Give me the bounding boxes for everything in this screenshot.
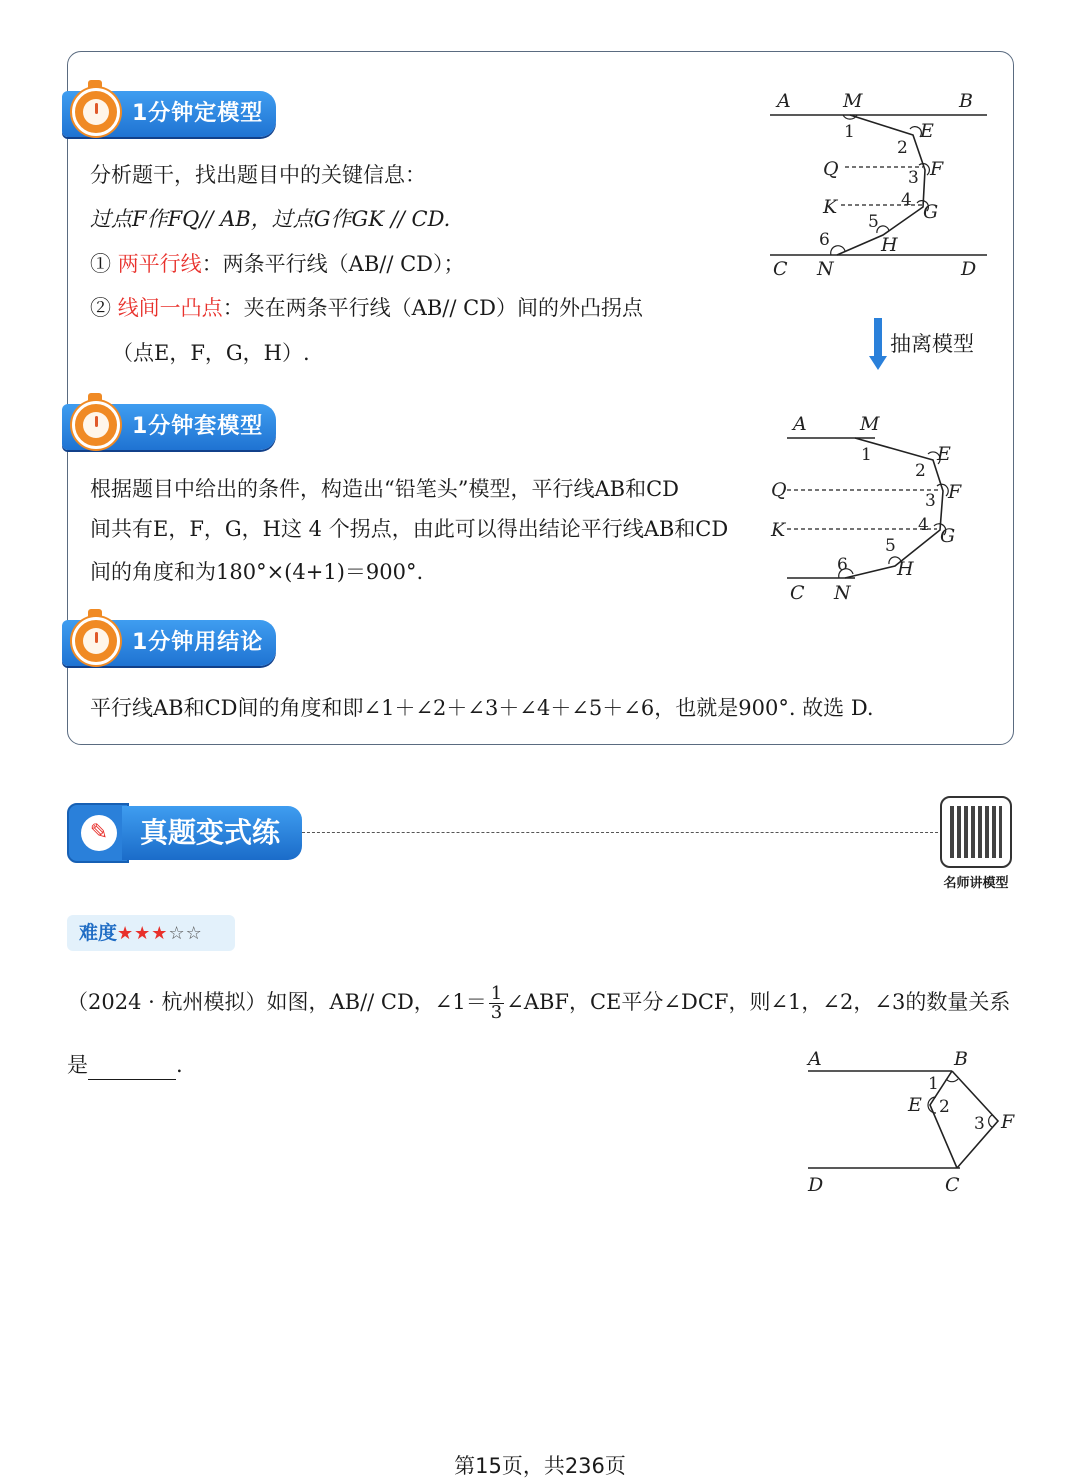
qr-pattern [950,806,1002,858]
angle-1: 1 [928,1074,939,1094]
angle-3: 3 [925,491,936,511]
page-footer: 第15页，共236页 [454,1454,626,1478]
fraction-numerator: 1 [490,983,503,1004]
s3-line-1: 平行线AB和CD间的角度和即∠1＋∠2＋∠3＋∠4＋∠5＋∠6，也就是900°. 故选 D. [90,696,874,720]
down-arrow-icon [868,318,890,372]
pt-F: F [930,158,944,180]
pt-C: C [945,1174,960,1196]
pt-F: F [948,481,962,503]
pt-K: K [823,196,838,218]
s1-line-1: 分析题干，找出题目中的关键信息： [90,163,426,187]
pt-A: A [793,413,807,435]
line-rest: ：夹在两条平行线（AB// CD）间的外凸拐点 [222,296,644,320]
pencil-icon: ✎ [81,815,117,851]
highlight-term: 两平行线 [117,252,202,276]
clock-top [88,393,102,401]
s1-line-2: 过点F作FQ// AB，过点G作GK // CD. [90,207,451,231]
difficulty-label: 难度 [79,922,118,944]
section-title-2: 1分钟套模型 [132,414,264,439]
pt-B: B [959,90,973,112]
section-title-3: 1分钟用结论 [132,630,264,655]
angle-1: 1 [844,122,855,142]
question-line-1 [67,985,1010,1022]
pt-G: G [940,525,956,547]
answer-blank[interactable] [88,1057,176,1080]
angle-6: 6 [819,230,830,250]
pt-E: E [937,443,951,465]
stopwatch-icon [72,617,120,665]
star-empty-icon: ☆☆ [168,923,203,944]
clock-top [88,80,102,88]
question-part1: （2024 · 杭州模拟）如图，AB// CD，∠1＝ [67,990,487,1014]
pt-Q: Q [823,158,839,180]
question-end: . [176,1053,183,1077]
figure-1 [765,85,995,285]
s2-line-2: 间共有E，F，G，H这 4 个拐点，由此可以得出结论平行线AB和CD [90,517,729,541]
highlight-term: 线间一凸点 [117,296,223,320]
s1-line-3 [90,249,465,279]
qr-caption: 名师讲模型 [943,876,1009,891]
difficulty-badge [67,915,235,951]
s2-line-1: 根据题目中给出的条件，构造出“铅笔头”模型，平行线AB和CD [90,477,679,501]
angle-1: 1 [861,445,872,465]
s1-line-4 [90,293,643,323]
header-divider [302,832,938,833]
pt-D: D [808,1174,824,1196]
figure-2 [765,408,995,608]
pt-A: A [777,90,791,112]
pt-F: F [1001,1111,1015,1133]
angle-4: 4 [918,515,929,535]
practice-icon-box [67,803,129,863]
angle-2: 2 [897,138,908,158]
angle-2: 2 [939,1097,950,1117]
star-filled-icon: ★★★ [117,923,169,944]
question-part2: ∠ABF，CE平分∠DCF，则∠1，∠2，∠3的数量关系 [506,990,1011,1014]
angle-3: 3 [908,168,919,188]
clock-top [88,609,102,617]
s2-line-3: 间的角度和为180°×(4+1)＝900°. [90,560,424,584]
pt-H: H [897,558,914,580]
s1-line-5: （点E，F，G，H）. [112,341,310,365]
circled-number: ① [90,252,118,276]
pt-E: E [908,1094,922,1116]
pt-Q: Q [771,479,787,501]
angle-5: 5 [868,212,879,232]
pt-B: B [954,1048,968,1070]
qr-code[interactable] [940,796,1012,868]
angle-2: 2 [915,461,926,481]
pt-N: N [817,258,834,280]
pt-M: M [843,90,863,112]
pt-H: H [881,234,898,256]
arrow-label: 抽离模型 [890,332,974,356]
angle-3: 3 [974,1114,985,1134]
figure-3 [800,1045,1025,1200]
pt-K: K [771,519,786,541]
fraction [489,985,504,1022]
pt-N: N [834,582,851,604]
stopwatch-icon [72,88,120,136]
pt-E: E [920,120,934,142]
section-title-1: 1分钟定模型 [132,101,264,126]
practice-header: 真题变式练 [122,806,302,860]
pt-G: G [923,201,939,223]
angle-5: 5 [885,536,896,556]
pt-C: C [773,258,788,280]
pt-C: C [790,582,805,604]
pt-M: M [860,413,880,435]
stopwatch-icon [72,401,120,449]
question-line2-text: 是 [67,1053,88,1077]
angle-4: 4 [901,190,912,210]
fraction-denominator: 3 [490,1002,503,1023]
pt-D: D [961,258,977,280]
pt-A: A [808,1048,822,1070]
line-rest: ：两条平行线（AB// CD）； [201,252,465,276]
question-line-2 [67,1050,183,1080]
angle-6: 6 [837,555,848,575]
circled-number: ② [90,296,118,320]
